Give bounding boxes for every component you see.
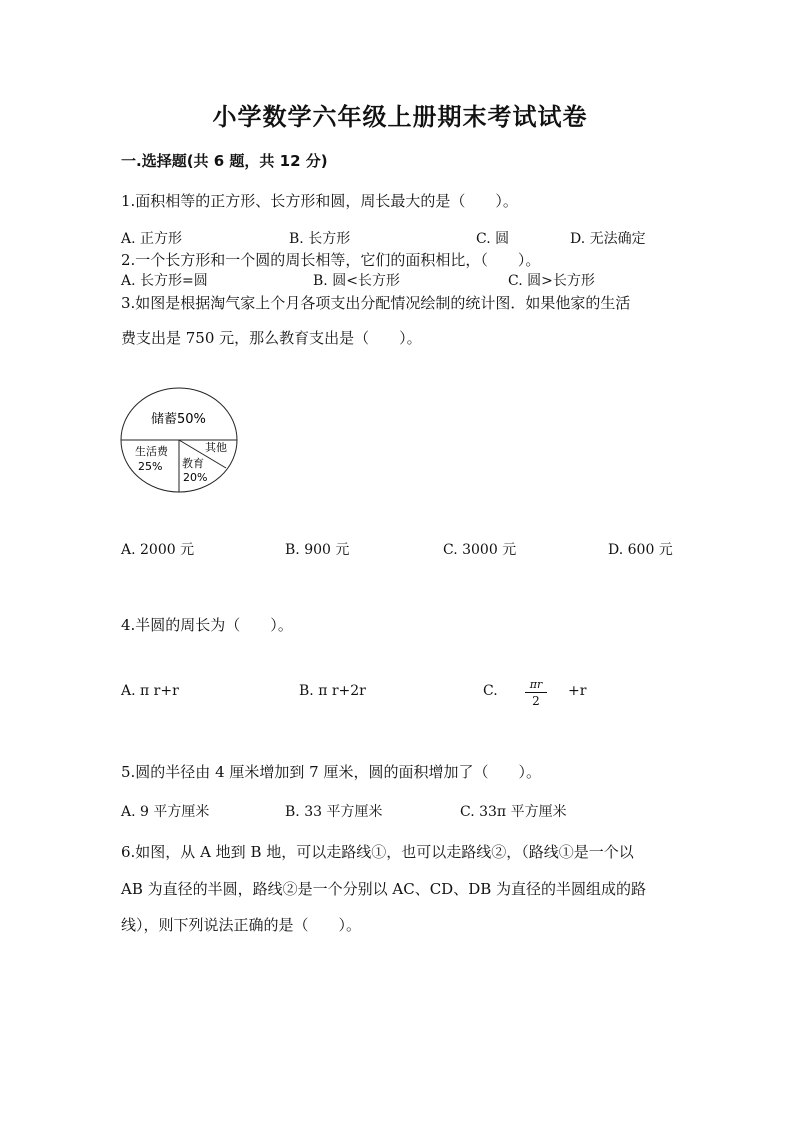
expense-pie-chart bbox=[118, 385, 240, 495]
question-4: 4.半圆的周长为（ ）。 bbox=[121, 616, 293, 634]
fraction-denominator: 2 bbox=[532, 694, 540, 708]
fraction-numerator: πr bbox=[529, 678, 543, 691]
question-3-line-1: 3.如图是根据淘气家上个月各项支出分配情况绘制的统计图．如果他家的生活 bbox=[121, 294, 631, 312]
pie-label-other: 其他 bbox=[205, 441, 227, 454]
q4-option-b: B. π r+2r bbox=[299, 683, 366, 699]
q4-option-c: C. bbox=[483, 683, 498, 699]
question-6-line-3: 线），则下列说法正确的是（ ）。 bbox=[121, 916, 362, 934]
q4-option-c-fraction bbox=[525, 678, 547, 708]
q3-option-b: B. 900 元 bbox=[285, 542, 350, 558]
q3-option-a: A. 2000 元 bbox=[121, 542, 195, 558]
question-6-line-1: 6.如图，从 A 地到 B 地，可以走路线①，也可以走路线②，（路线①是一个以 bbox=[121, 843, 634, 861]
q3-option-d: D. 600 元 bbox=[608, 542, 673, 558]
question-5: 5.圆的半径由 4 厘米增加到 7 厘米，圆的面积增加了（ ）。 bbox=[121, 763, 541, 781]
q5-option-a: A. 9 平方厘米 bbox=[121, 804, 210, 820]
page-title: 小学数学六年级上册期末考试试卷 bbox=[212, 103, 588, 131]
q4-option-c-tail: +r bbox=[568, 683, 587, 699]
question-1: 1.面积相等的正方形、长方形和圆，周长最大的是（ ）。 bbox=[121, 192, 518, 210]
question-2: 2.一个长方形和一个圆的周长相等，它们的面积相比，（ ）。 bbox=[121, 251, 541, 269]
pie-pct-education: 20% bbox=[183, 471, 208, 484]
q2-option-c: C. 圆>长方形 bbox=[508, 273, 595, 289]
q1-option-c: C. 圆 bbox=[476, 231, 510, 247]
pie-label-savings: 储蓄50% bbox=[151, 412, 206, 427]
question-3-line-2: 费支出是 750 元，那么教育支出是（ ）。 bbox=[121, 329, 422, 347]
q1-option-a: A. 正方形 bbox=[121, 231, 183, 247]
q1-option-d: D. 无法确定 bbox=[570, 231, 646, 247]
pie-label-education: 教育 bbox=[182, 457, 204, 470]
q5-option-c: C. 33π 平方厘米 bbox=[460, 804, 567, 820]
pie-pct-living: 25% bbox=[138, 460, 163, 473]
q3-option-c: C. 3000 元 bbox=[443, 542, 517, 558]
pie-label-living: 生活费 bbox=[135, 445, 168, 458]
q2-option-a: A. 长方形=圆 bbox=[121, 273, 208, 289]
q1-option-b: B. 长方形 bbox=[289, 231, 351, 247]
question-6-line-2: AB 为直径的半圆，路线②是一个分别以 AC、CD、DB 为直径的半圆组成的路 bbox=[121, 880, 647, 898]
fraction-bar bbox=[525, 692, 547, 693]
q5-option-b: B. 33 平方厘米 bbox=[285, 804, 383, 820]
q2-option-b: B. 圆<长方形 bbox=[313, 273, 400, 289]
q4-option-a: A. π r+r bbox=[121, 683, 179, 699]
section-heading: 一.选择题(共 6 题，共 12 分) bbox=[121, 152, 328, 170]
